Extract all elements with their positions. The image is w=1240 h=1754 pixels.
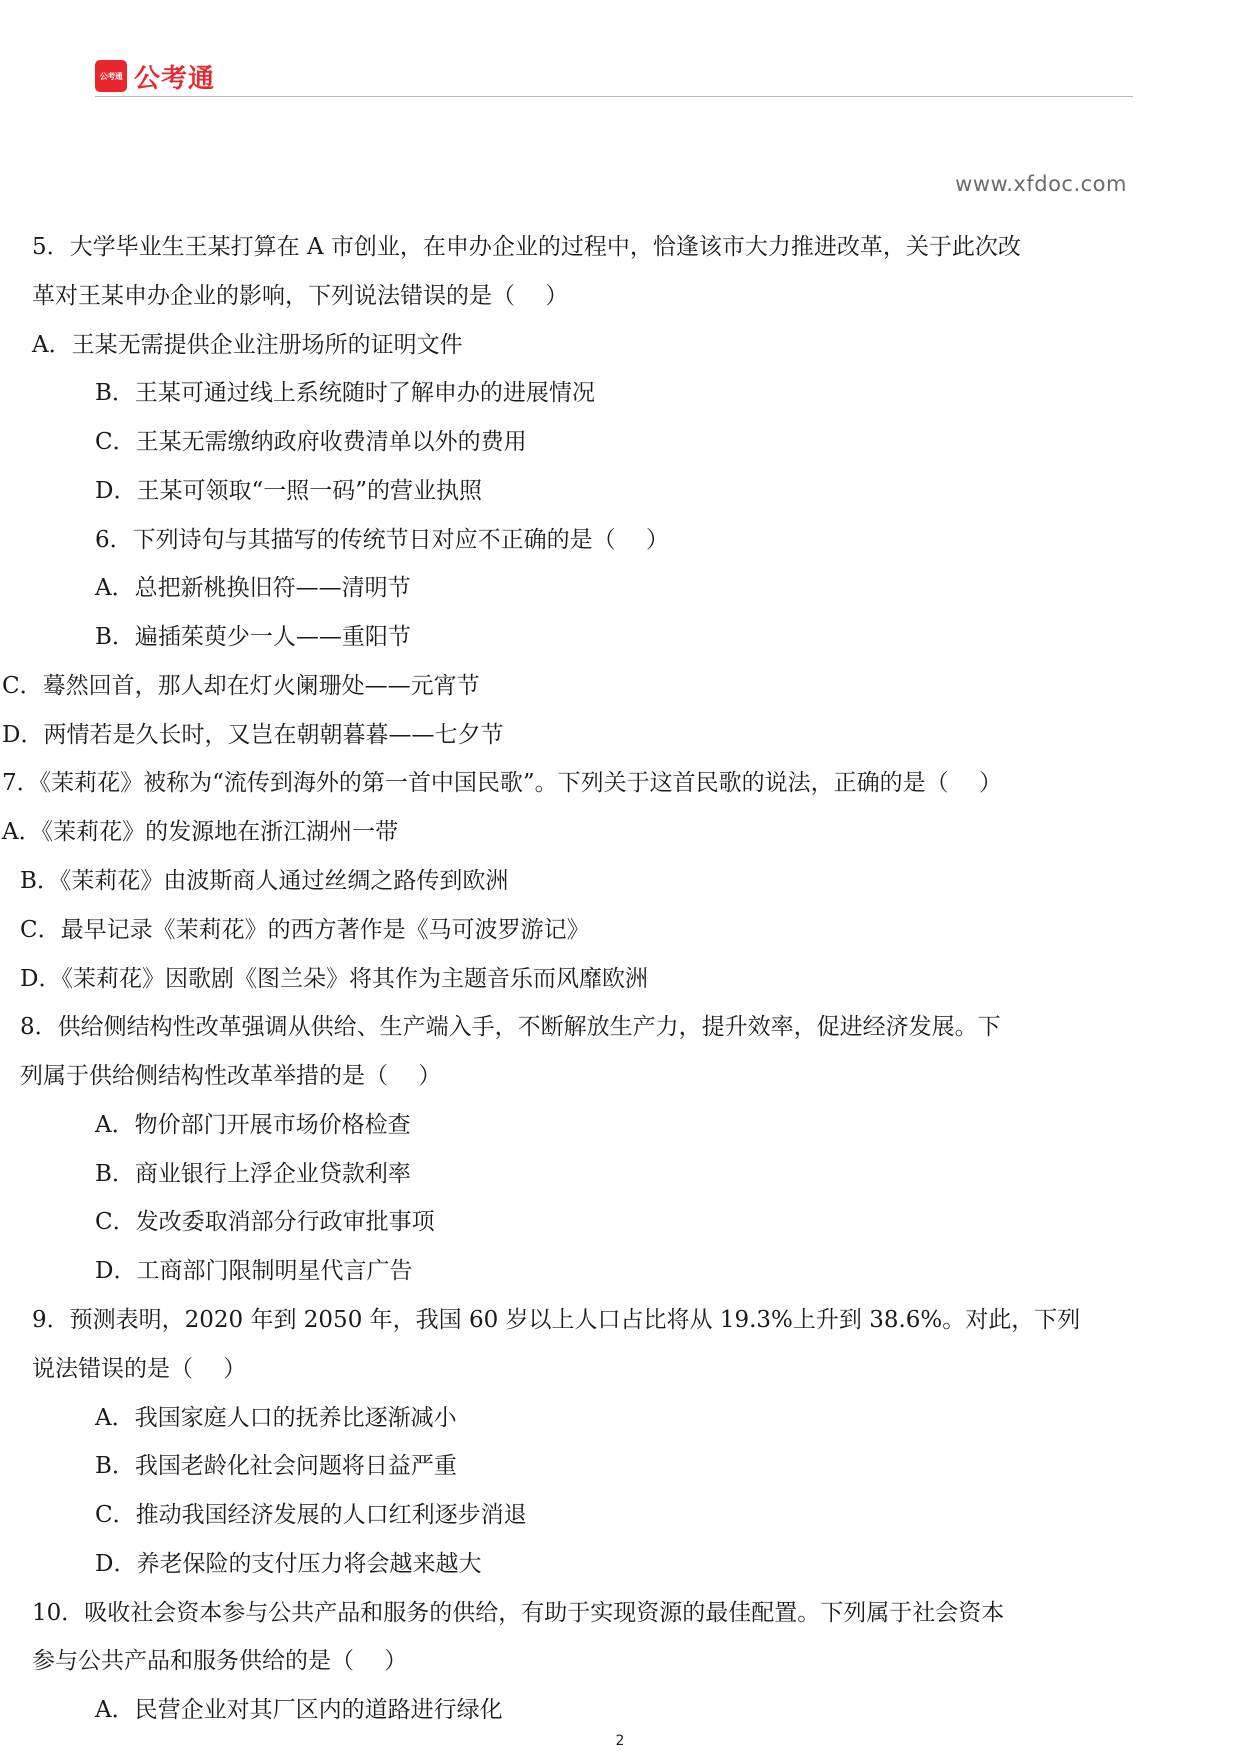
q6-option-a: A．总把新桃换旧符——清明节 bbox=[95, 575, 411, 601]
q7-option-c: C．最早记录《茉莉花》的西方著作是《马可波罗游记》 bbox=[20, 917, 590, 943]
q8-stem-line-1: 8．供给侧结构性改革强调从供给、生产端入手，不断解放生产力，提升效率，促进经济发展。下 bbox=[20, 1014, 1001, 1040]
q8-stem-line-2: 列属于供给侧结构性改革举措的是（ ） bbox=[20, 1063, 442, 1089]
q8-option-c: C．发改委取消部分行政审批事项 bbox=[95, 1209, 435, 1235]
q6-stem: 6．下列诗句与其描写的传统节日对应不正确的是（ ） bbox=[95, 527, 669, 553]
q10-stem-line-1: 10．吸收社会资本参与公共产品和服务的供给，有助于实现资源的最佳配置。下列属于社会资本 bbox=[32, 1600, 1005, 1626]
q9-stem-line-2: 说法错误的是（ ） bbox=[32, 1356, 247, 1382]
q7-option-d: D．《茉莉花》因歌剧《图兰朵》将其作为主题音乐而风靡欧洲 bbox=[20, 966, 648, 992]
q10-option-a: A．民营企业对其厂区内的道路进行绿化 bbox=[95, 1697, 503, 1723]
q6-option-d: D．两情若是久长时，又岂在朝朝暮暮——七夕节 bbox=[2, 722, 504, 748]
header-divider bbox=[95, 96, 1133, 97]
q6-option-c: C．蓦然回首，那人却在灯火阑珊处——元宵节 bbox=[2, 673, 480, 699]
q10-stem-line-2: 参与公共产品和服务供给的是（ ） bbox=[32, 1648, 408, 1674]
page-number: 2 bbox=[615, 1733, 625, 1749]
q5-stem-line-1: 5．大学毕业生王某打算在 A 市创业，在申办企业的过程中，恰逢该市大力推进改革，关于此次改 bbox=[32, 234, 1021, 260]
q5-option-b: B．王某可通过线上系统随时了解申办的进展情况 bbox=[95, 380, 595, 406]
q8-option-b: B．商业银行上浮企业贷款利率 bbox=[95, 1161, 411, 1187]
q8-option-d: D．工商部门限制明星代言广告 bbox=[95, 1258, 413, 1284]
brand-logo bbox=[95, 58, 215, 94]
q6-option-b: B．遍插茱萸少一人——重阳节 bbox=[95, 624, 411, 650]
q9-option-b: B．我国老龄化社会问题将日益严重 bbox=[95, 1453, 457, 1479]
q9-option-a: A．我国家庭人口的抚养比逐渐减小 bbox=[95, 1405, 457, 1431]
q5-option-c: C．王某无需缴纳政府收费清单以外的费用 bbox=[95, 429, 527, 455]
q9-option-d: D．养老保险的支付压力将会越来越大 bbox=[95, 1551, 482, 1577]
q7-stem: 7．《茉莉花》被称为“流传到海外的第一首中国民歌”。下列关于这首民歌的说法，正确的是（ ） bbox=[2, 770, 1002, 796]
q9-option-c: C．推动我国经济发展的人口红利逐步消退 bbox=[95, 1502, 527, 1528]
q5-option-a: A．王某无需提供企业注册场所的证明文件 bbox=[32, 332, 463, 358]
q8-option-a: A．物价部门开展市场价格检查 bbox=[95, 1112, 411, 1138]
q7-option-a: A．《茉莉花》的发源地在浙江湖州一带 bbox=[2, 819, 399, 845]
q5-stem-line-2: 革对王某申办企业的影响，下列说法错误的是（ ） bbox=[32, 283, 569, 309]
logo-mark-icon: 公考通 bbox=[95, 60, 127, 92]
q9-stem-line-1: 9．预测表明，2020 年到 2050 年，我国 60 岁以上人口占比将从 19.3%上升到 38.6%。对此，下列 bbox=[32, 1307, 1081, 1333]
site-url: www.xfdoc.com bbox=[955, 172, 1127, 196]
q5-option-d: D．王某可领取“一照一码”的营业执照 bbox=[95, 478, 482, 504]
q7-option-b: B．《茉莉花》由波斯商人通过丝绸之路传到欧洲 bbox=[20, 868, 509, 894]
brand-name: 公考通 bbox=[134, 63, 216, 94]
